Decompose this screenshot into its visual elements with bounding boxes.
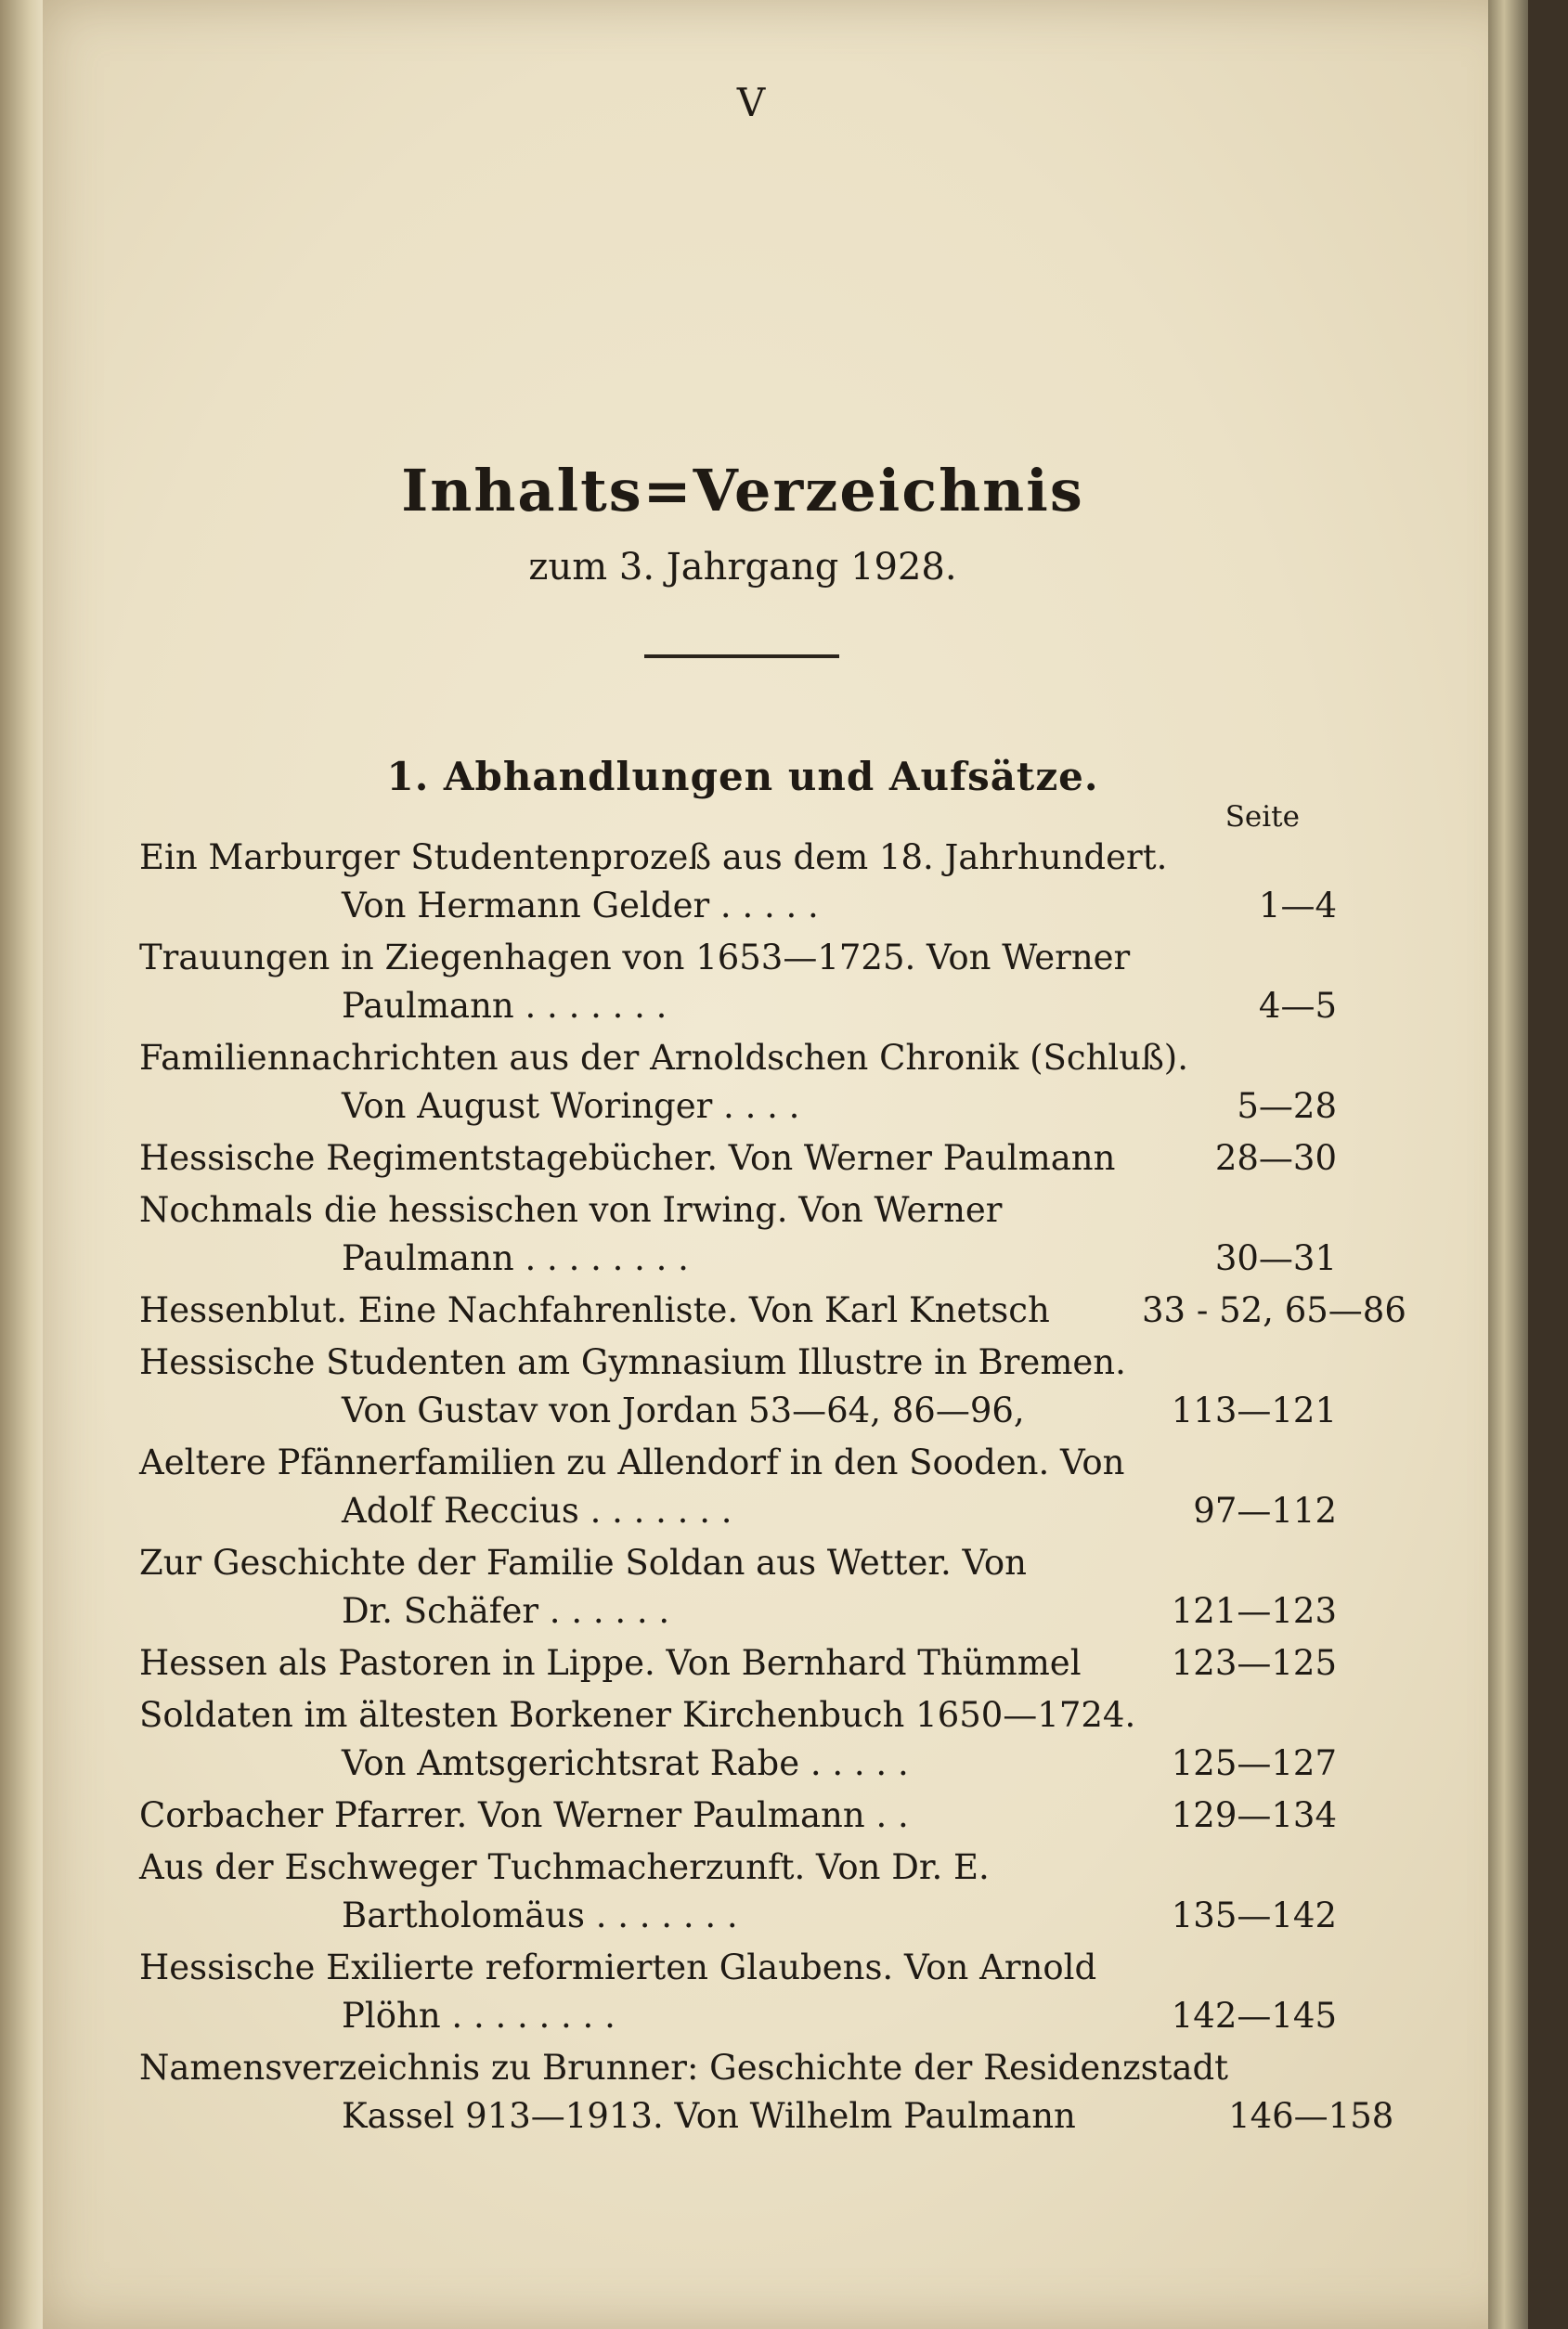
toc-entry-title: Familiennachrichten aus der Arnoldschen Chronik (Schluß). (139, 1038, 1188, 1078)
page-edge (1488, 0, 1528, 2329)
toc-entry-title: Trauungen in Ziegenhagen von 1653—1725. Von Werner (139, 938, 1131, 977)
toc-entry-title: Zur Geschichte der Familie Soldan aus Wetter. Von (139, 1543, 1027, 1583)
toc-entry-title: Soldaten im ältesten Borkener Kirchenbuch 1650—1724. (139, 1695, 1136, 1735)
toc-entry-pages: 33 - 52, 65—86 (1142, 1290, 1406, 1330)
toc-entry-author: Bartholomäus . . . . . . . (342, 1896, 738, 1935)
toc-entry-text (139, 1792, 1142, 1840)
toc-entry-pages: 1—4 (1258, 886, 1337, 925)
toc-entry-title: Ein Marburger Studentenprozeß aus dem 18. Jahrhundert. (139, 837, 1168, 877)
toc-entry (139, 1539, 1337, 1636)
toc-entry-pages: 113—121 (1171, 1391, 1337, 1430)
toc-entry-pages: 97—112 (1193, 1491, 1337, 1531)
toc-entry-text (139, 834, 1167, 930)
toc-entry-pages: 30—31 (1214, 1238, 1337, 1278)
toc-entry (139, 1186, 1337, 1283)
toc-entry-pages: 125—127 (1171, 1743, 1337, 1783)
toc-entry (139, 834, 1337, 930)
toc-entries (139, 834, 1406, 2144)
seite-column-label: Seite (1225, 800, 1300, 834)
toc-entry-text (139, 934, 1142, 1030)
toc-entry-author: Von Amtsgerichtsrat Rabe . . . . . (342, 1743, 909, 1783)
toc-entry-text (139, 1034, 1188, 1131)
toc-entry (139, 1944, 1337, 2040)
toc-entry (139, 2044, 1394, 2141)
toc-entry-author: Kassel 913—1913. Von Wilhelm Paulmann (342, 2096, 1076, 2136)
toc-entry-pages: 5—28 (1237, 1086, 1337, 1126)
toc-entry-text (139, 1186, 1142, 1283)
toc-entry (139, 1339, 1337, 1435)
toc-entry-pages: 135—142 (1171, 1896, 1337, 1935)
toc-entry-pages: 146—158 (1228, 2096, 1394, 2136)
toc-entry-text (139, 1691, 1142, 1788)
toc-entry-title: Namensverzeichnis zu Brunner: Geschichte der Residenzstadt (139, 2048, 1229, 2088)
page-title: Inhalts=Verzeichnis (401, 457, 1084, 524)
toc-entry-title: Corbacher Pfarrer. Von Werner Paulmann . . (139, 1795, 909, 1835)
toc-entry (139, 934, 1337, 1030)
toc-entry-author: Von Hermann Gelder . . . . . (342, 886, 819, 925)
toc-entry-text (139, 1944, 1142, 2040)
toc-entry-title: Hessische Exilierte reformierten Glaubens. Von Arnold (139, 1947, 1097, 1987)
toc-entry-pages: 142—145 (1171, 1996, 1337, 2036)
toc-entry-text (139, 2044, 1228, 2141)
toc-entry-title: Nochmals die hessischen von Irwing. Von Werner (139, 1190, 1003, 1230)
toc-entry (139, 1287, 1406, 1335)
toc-entry-text (139, 1287, 1142, 1335)
toc-entry-author: Dr. Schäfer . . . . . . (342, 1591, 670, 1631)
toc-entry-text (139, 1539, 1142, 1636)
toc-entry (139, 1134, 1337, 1183)
toc-entry-author: Von Gustav von Jordan 53—64, 86—96, (342, 1391, 1025, 1430)
toc-entry-title: Hessische Studenten am Gymnasium Illustre in Bremen. (139, 1342, 1126, 1382)
toc-entry (139, 1844, 1337, 1940)
title-rule (644, 654, 839, 658)
toc-entry (139, 1792, 1337, 1840)
toc-entry-author: Von August Woringer . . . . (342, 1086, 800, 1126)
toc-entry (139, 1691, 1337, 1788)
toc-entry-author: Adolf Reccius . . . . . . . (342, 1491, 732, 1531)
toc-entry-pages: 123—125 (1171, 1643, 1337, 1683)
toc-entry-pages: 121—123 (1171, 1591, 1337, 1631)
book-gutter (0, 0, 43, 2329)
toc-entry-text (139, 1439, 1142, 1535)
toc-entry-author: Plöhn . . . . . . . . (342, 1996, 616, 2036)
toc-entry-title: Aeltere Pfännerfamilien zu Allendorf in den Sooden. Von (139, 1443, 1125, 1482)
toc-entry-text (139, 1134, 1142, 1183)
section-title: 1. Abhandlungen und Aufsätze. (386, 754, 1099, 799)
page-folio: V (736, 80, 768, 125)
toc-entry-text (139, 1339, 1142, 1435)
toc-entry (139, 1439, 1337, 1535)
toc-entry-author: Paulmann . . . . . . . (342, 986, 667, 1026)
page-subtitle: zum 3. Jahrgang 1928. (528, 546, 957, 589)
toc-entry-title: Hessische Regimentstagebücher. Von Werner Paulmann (139, 1138, 1116, 1178)
toc-entry-title: Hessen als Pastoren in Lippe. Von Bernhard Thümmel (139, 1643, 1082, 1683)
toc-entry-title: Aus der Eschweger Tuchmacherzunft. Von Dr. E. (139, 1847, 990, 1887)
toc-entry-title: Hessenblut. Eine Nachfahrenliste. Von Karl Knetsch (139, 1290, 1050, 1330)
toc-entry-text (139, 1639, 1142, 1688)
toc-entry (139, 1639, 1337, 1688)
toc-entry-pages: 4—5 (1258, 986, 1337, 1026)
toc-entry-pages: 28—30 (1214, 1138, 1337, 1178)
toc-entry (139, 1034, 1337, 1131)
toc-entry-text (139, 1844, 1142, 1940)
toc-entry-author: Paulmann . . . . . . . . (342, 1238, 689, 1278)
toc-entry-pages: 129—134 (1171, 1795, 1337, 1835)
